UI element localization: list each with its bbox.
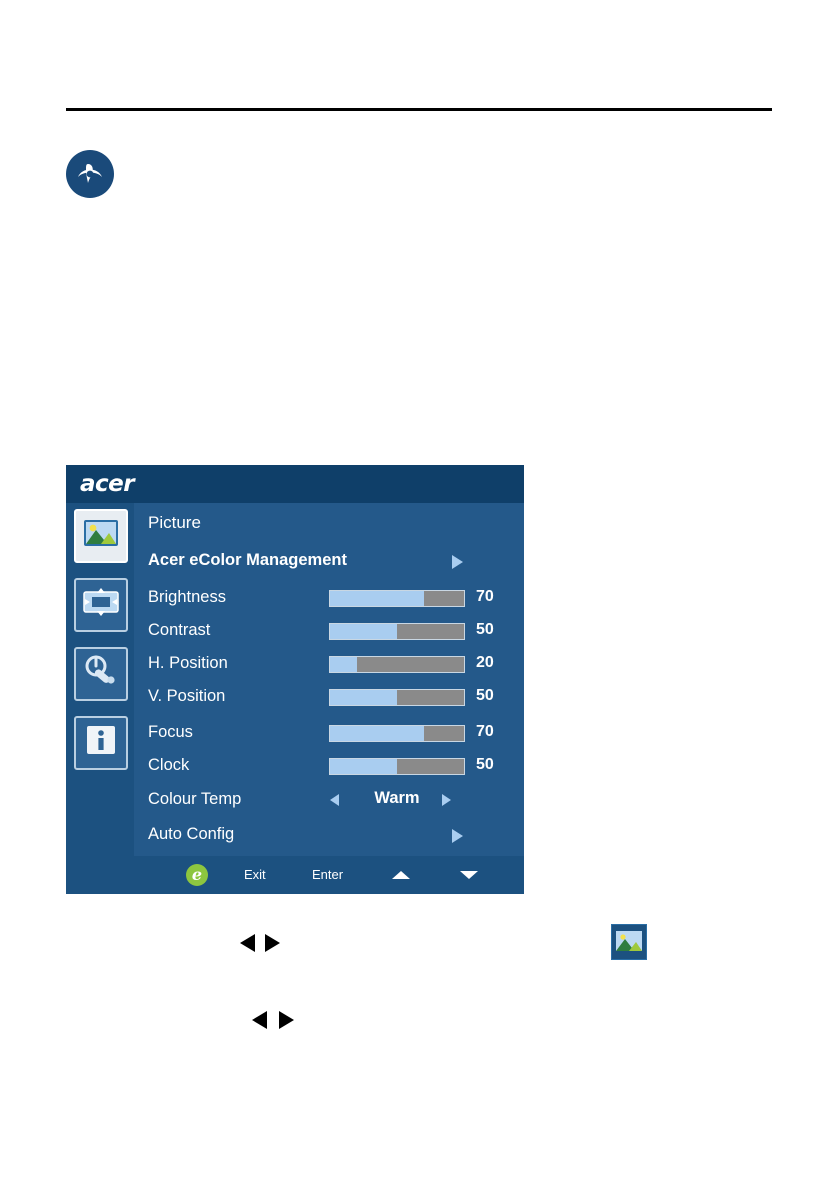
osd-row-label: Focus [148, 723, 193, 741]
arrow-up-icon[interactable] [392, 871, 410, 879]
osd-menu-title: Picture [148, 513, 201, 532]
arrow-down-icon[interactable] [460, 871, 478, 879]
osd-icon-rail [66, 503, 134, 856]
osd-row-label: Auto Config [148, 825, 235, 843]
empowering-icon[interactable]: e [186, 864, 208, 886]
arrow-left-icon [252, 1011, 267, 1029]
v-position-slider[interactable] [329, 689, 465, 706]
osd-row-v-position[interactable] [134, 683, 524, 713]
osd-row-contrast[interactable] [134, 617, 524, 647]
picture-icon [611, 924, 647, 960]
osd-header [66, 465, 524, 503]
osd-row-label: V. Position [148, 687, 226, 705]
osd-footer [134, 856, 524, 894]
osd-row-h-position[interactable] [134, 650, 524, 680]
brightness-value: 70 [476, 588, 494, 605]
enter-button[interactable]: Enter [312, 867, 344, 882]
arrow-right-icon [279, 1011, 294, 1029]
arrow-right-icon [265, 934, 280, 952]
osd-content [134, 503, 524, 856]
clock-value: 50 [476, 756, 494, 773]
osd-row-brightness[interactable] [134, 584, 524, 614]
osd-row-clock[interactable] [134, 752, 524, 782]
osd-row-focus[interactable] [134, 719, 524, 749]
arrow-right-icon [452, 829, 463, 843]
exit-button[interactable]: Exit [244, 867, 266, 882]
osd-row-label: Clock [148, 756, 190, 774]
osd-body [66, 503, 524, 856]
osd-row-colour-temp[interactable] [134, 786, 524, 816]
rail-item-picture[interactable] [74, 509, 128, 563]
osd-row-label: Brightness [148, 588, 226, 606]
arrow-right-icon[interactable] [442, 794, 451, 806]
acer-logo [66, 150, 114, 198]
osd-row-ecolor[interactable] [134, 547, 524, 577]
contrast-slider[interactable] [329, 623, 465, 640]
arrow-left-icon [240, 934, 255, 952]
h-position-slider[interactable] [329, 656, 465, 673]
arrow-left-icon[interactable] [330, 794, 339, 806]
osd-row-label: Acer eColor Management [148, 551, 347, 569]
brightness-slider[interactable] [329, 590, 465, 607]
osd-panel [66, 465, 524, 894]
osd-brand-label: acer [80, 471, 135, 497]
rail-item-information[interactable] [74, 716, 128, 770]
osd-row-label: Colour Temp [148, 790, 242, 808]
h-position-value: 20 [476, 654, 494, 671]
colour-temp-value: Warm [374, 789, 420, 807]
rail-item-position[interactable] [74, 578, 128, 632]
osd-row-label: H. Position [148, 654, 228, 672]
osd-row-auto-config[interactable] [134, 821, 524, 851]
osd-row-label: Contrast [148, 621, 211, 639]
contrast-value: 50 [476, 621, 494, 638]
v-position-value: 50 [476, 687, 494, 704]
header-divider [66, 108, 772, 111]
clock-slider[interactable] [329, 758, 465, 775]
focus-value: 70 [476, 723, 494, 740]
arrow-right-icon [452, 555, 463, 569]
rail-item-settings[interactable] [74, 647, 128, 701]
focus-slider[interactable] [329, 725, 465, 742]
